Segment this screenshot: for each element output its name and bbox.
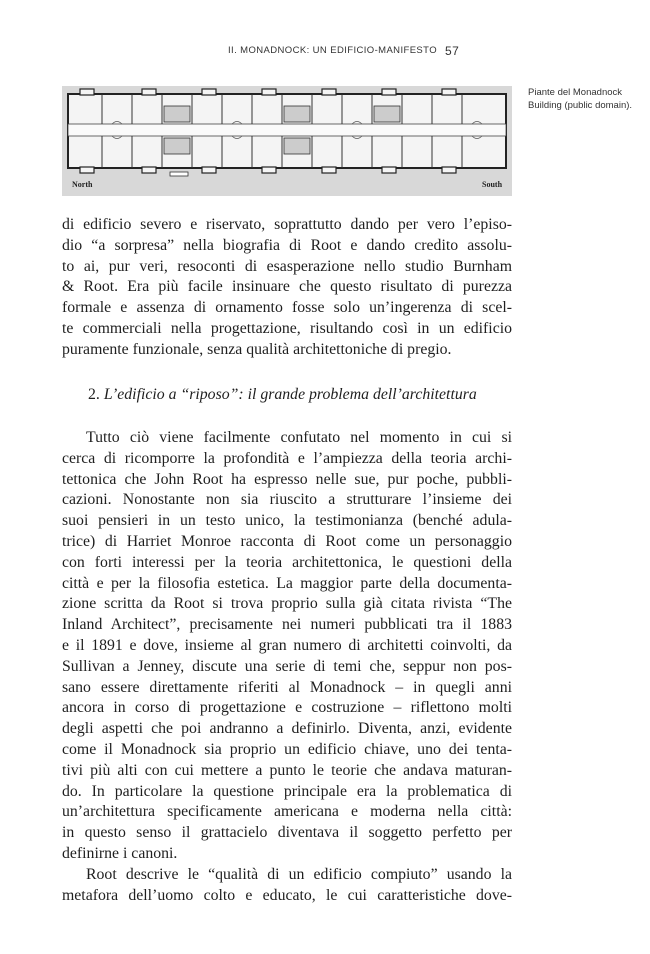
north-label: North: [72, 180, 93, 189]
paragraph-1: [62, 215, 512, 361]
text-line: tettonica che John Root ha espresso nelle sue, pur poche, pubbli-: [62, 470, 512, 488]
section-heading: [88, 386, 477, 404]
text-line: come il Monadnock sia proprio un edificio chiave, uno dei tenta-: [62, 740, 512, 758]
figure-caption: Piante del Monadnock Building (public domain).: [528, 87, 633, 111]
text-line: tivi più alti con cui mettere a punto le teorie che andava maturan-: [62, 761, 512, 779]
running-head-title: II. MONADNOCK: UN EDIFICIO-MANIFESTO: [228, 45, 437, 56]
text-line: formale e assenza di ornamento fosse solo un’ingerenza di scel-: [62, 299, 512, 317]
south-label: South: [482, 180, 503, 189]
section-title: L’edificio a “riposo”: il grande problema dell’architettura: [103, 386, 477, 403]
text-line: to ai, pur veri, resoconti di esasperazione nello studio Burnham: [62, 257, 512, 275]
text-line: cerca di ricomporre la profondità e l’ampiezza della teoria archi-: [62, 449, 512, 467]
text-line: do. In particolare la questione principale era la problematica di: [62, 782, 512, 800]
text-line: degli aspetti che poi andranno a definirlo. Diventa, anzi, evidente: [62, 720, 512, 738]
text-line: con forti interessi per la teoria architettonica, le questioni della: [62, 553, 512, 571]
text-line: Sullivan a Jenney, discute una serie di temi che, seppur non pos-: [62, 657, 512, 675]
text-line: Root descrive le “qualità di un edificio compiuto” usando la: [86, 865, 512, 883]
text-line: ancora in corso di progettazione e costruzione – riflettono molti: [62, 699, 512, 717]
paragraph-2: [62, 428, 512, 906]
text-line: suoi pensieri in un testo unico, la testimonianza (benché adula-: [62, 512, 512, 530]
floor-plan-figure: [62, 86, 512, 196]
text-line: e il 1891 e dove, insieme al gran numero di architetti coinvolti, da: [62, 636, 512, 654]
text-line: dio “a sorpresa” nella biografia di Root e dando credito assolu-: [62, 236, 512, 254]
text-line: un’architettura specificamente americana e moderna nella città:: [62, 803, 512, 821]
section-number: 2.: [88, 386, 100, 403]
text-line: zione scritta da Root si trova proprio sulla già citata rivista “The: [62, 595, 512, 613]
text-line: di edificio severo e riservato, soprattutto dando per vero l’episo-: [62, 216, 512, 233]
page-number: 57: [445, 44, 460, 58]
text-line: & Root. Era più facile insinuare che questo risultato di purezza: [62, 278, 512, 296]
text-line: Tutto ciò viene facilmente confutato nel momento in cui si: [86, 429, 512, 446]
text-line: te commerciali nella progettazione, risultando così in un edificio: [62, 319, 512, 337]
text-line: puramente funzionale, senza qualità architettoniche di pregio.: [62, 340, 452, 358]
text-line: sano essere direttamente riferiti al Monadnock – in quegli anni: [62, 678, 512, 696]
text-line: definirne i canoni.: [62, 844, 178, 862]
text-line: Inland Architect”, precisamente nei numeri pubblicati tra il 1883: [62, 616, 512, 634]
floor-plan-drawing: [62, 86, 512, 196]
text-line: metafora dell’uomo colto e educato, le cui caratteristiche dove-: [62, 886, 512, 904]
text-line: trice) di Harriet Monroe racconta di Root come un personaggio: [62, 532, 512, 550]
text-line: città e per la filosofia estetica. La maggior parte della documenta-: [62, 574, 512, 592]
text-line: in questo senso il grattacielo diventava il soggetto perfetto per: [62, 824, 512, 842]
text-line: cazioni. Nonostante non sia riuscito a strutturare l’insieme dei: [62, 491, 512, 509]
